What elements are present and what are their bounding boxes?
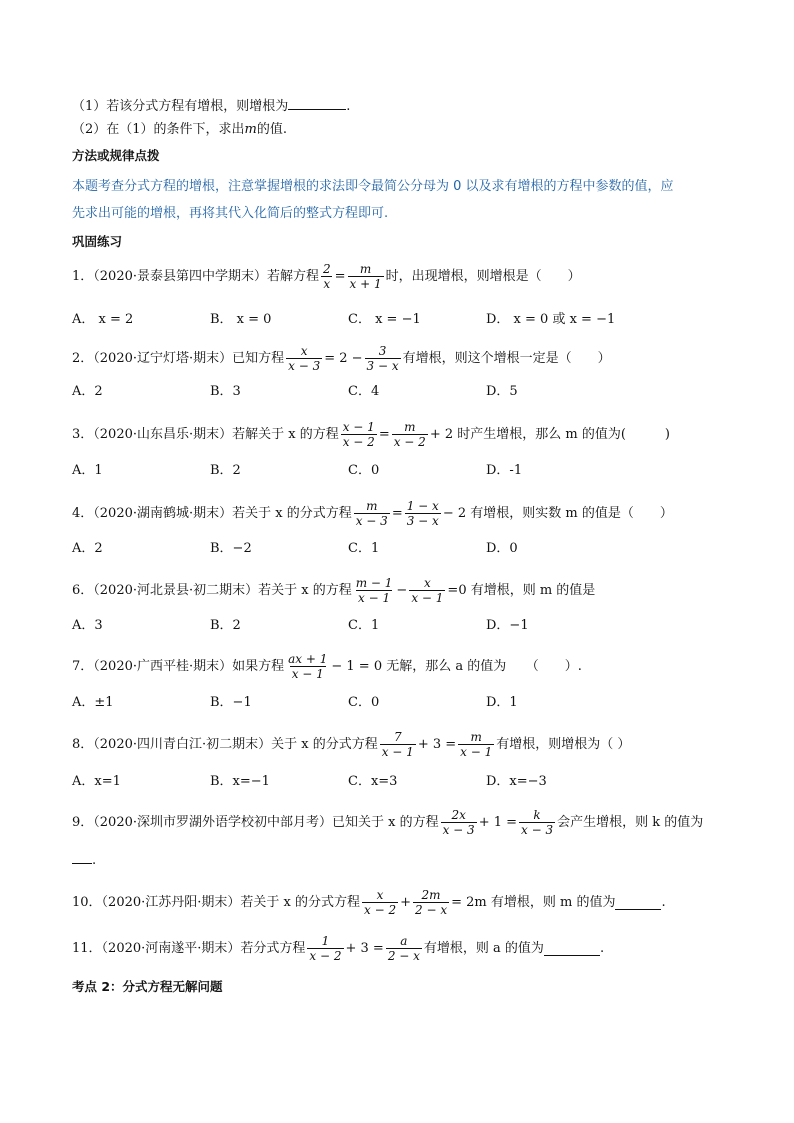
question-9-continuation: . bbox=[72, 850, 96, 870]
fraction: $\frac{x - 1}{x - 2}$ bbox=[342, 420, 375, 449]
option-d: D．-1 bbox=[486, 463, 523, 478]
option-b: B．−2 bbox=[210, 541, 252, 556]
fraction: $\frac{x}{x - 3}$ bbox=[288, 344, 321, 373]
option-d: D． x = 0 或 x = −1 bbox=[486, 312, 616, 327]
question-8: 8．（2020·四川青白江·初二期末）关于 x 的分式方程 $\frac{7}{x - 1}$ + 3 = $\frac{m}{x - 1}$ 有增根，则增根为（ ） bbox=[72, 730, 631, 759]
fraction: $\frac{m}{x - 1}$ bbox=[460, 730, 493, 759]
option-d: D．0 bbox=[486, 541, 518, 556]
practice-heading: 巩固练习 bbox=[72, 234, 123, 249]
option-c: C．1 bbox=[348, 618, 380, 633]
answer-blank bbox=[72, 850, 92, 864]
method-heading: 方法或规律点拨 bbox=[72, 148, 160, 163]
option-a: A．1 bbox=[72, 463, 103, 478]
option-d: D．1 bbox=[486, 695, 518, 710]
question-part-2: （2）在（1）的条件下，求出m的值. bbox=[72, 122, 288, 137]
fraction: $\frac{2m}{2 - x}$ bbox=[415, 888, 448, 917]
question-9: 9．（2020·深圳市罗湖外语学校初中部月考）已知关于 x 的方程 $\frac{2x}{x - 3}$ + 1 = $\frac{k}{x - 3}$ 会产生增根，则 k 的值为 bbox=[72, 808, 704, 837]
option-c: C． x = −1 bbox=[348, 312, 421, 327]
answer-blank bbox=[615, 896, 661, 910]
fraction: $\frac{ax + 1}{x - 1}$ bbox=[288, 652, 328, 681]
option-c: C．0 bbox=[348, 463, 380, 478]
option-a: A．3 bbox=[72, 618, 103, 633]
option-b: B． x = 0 bbox=[210, 312, 272, 327]
method-text-line-2: 先求出可能的增根，再将其代入化简后的整式方程即可. bbox=[72, 206, 389, 221]
option-c: C．1 bbox=[348, 541, 380, 556]
fraction: $\frac{1 - x}{3 - x}$ bbox=[406, 499, 439, 528]
fraction: $\frac{1}{x - 2}$ bbox=[309, 934, 342, 963]
question-6: 6．（2020·河北景县·初二期末）若关于 x 的方程 $\frac{m - 1}{x - 1}$ − $\frac{x}{x - 1}$ =0 有增根，则 m 的值是 bbox=[72, 576, 596, 605]
option-b: B．x=−1 bbox=[210, 774, 270, 789]
option-a: A．x=1 bbox=[72, 774, 121, 789]
option-b: B．−1 bbox=[210, 695, 252, 710]
option-a: A．±1 bbox=[72, 695, 114, 710]
fraction: $\frac{m}{x - 3}$ bbox=[355, 499, 388, 528]
fraction: $\frac{x}{x - 1}$ bbox=[411, 576, 444, 605]
option-c: C．4 bbox=[348, 384, 380, 399]
option-d: D．x=−3 bbox=[486, 774, 547, 789]
option-d: D．5 bbox=[486, 384, 518, 399]
option-d: D．−1 bbox=[486, 618, 529, 633]
question-3: 3．（2020·山东昌乐·期末）若解关于 x 的方程 $\frac{x - 1}{x - 2}$ = $\frac{m}{x - 2}$ + 2 时产生增根，那么 m 的值为( ) bbox=[72, 420, 670, 449]
question-10: 10．（2020·江苏丹阳·期末）若关于 x 的分式方程 $\frac{x}{x - 2}$ + $\frac{2m}{2 - x}$ = 2m 有增根，则 m 的值为 . bbox=[72, 888, 666, 917]
question-4: 4．（2020·湖南鹤城·期末）若关于 x 的分式方程 $\frac{m}{x - 3}$ = $\frac{1 - x}{3 - x}$ − 2 有增根，则实数 m 的值是（ ） bbox=[72, 499, 673, 528]
fraction: $\frac{2}{x}$ bbox=[323, 262, 331, 291]
question-11: 11．（2020·河南遂平·期末）若分式方程 $\frac{1}{x - 2}$ + 3 = $\frac{a}{2 - x}$ 有增根，则 a 的值为 . bbox=[72, 934, 605, 963]
option-a: A．2 bbox=[72, 384, 103, 399]
fraction: $\frac{k}{x - 3}$ bbox=[521, 808, 554, 837]
fraction: $\frac{2x}{x - 3}$ bbox=[442, 808, 475, 837]
fraction: $\frac{3}{3 - x}$ bbox=[366, 344, 399, 373]
fraction: $\frac{x}{x - 2}$ bbox=[364, 888, 397, 917]
option-b: B．3 bbox=[210, 384, 241, 399]
section-heading-next: 考点 2：分式方程无解问题 bbox=[72, 979, 223, 994]
fraction: $\frac{m - 1}{x - 1}$ bbox=[355, 576, 393, 605]
option-c: C．0 bbox=[348, 695, 380, 710]
question-part-1: （1）若该分式方程有增根，则增根为 . bbox=[72, 96, 350, 116]
fraction: $\frac{m}{x - 2}$ bbox=[393, 420, 426, 449]
option-a: A．2 bbox=[72, 541, 103, 556]
method-text-line-1: 本题考查分式方程的增根，注意掌握增根的求法即令最简公分母为 0 以及求有增根的方程中参数的值，应 bbox=[72, 179, 674, 194]
question-2: 2．（2020·辽宁灯塔·期末）已知方程 $\frac{x}{x - 3}$ = 2 − $\frac{3}{3 - x}$ 有增根，则这个增根一定是（ ） bbox=[72, 344, 611, 373]
option-b: B．2 bbox=[210, 463, 241, 478]
option-c: C．x=3 bbox=[348, 774, 398, 789]
fraction: $\frac{a}{2 - x}$ bbox=[387, 934, 420, 963]
answer-blank bbox=[288, 96, 346, 110]
question-1: 1．（2020·景泰县第四中学期末）若解方程 $\frac{2}{x}$ = $\frac{m}{x + 1}$ 时，出现增根，则增根是（ ） bbox=[72, 262, 581, 291]
answer-blank bbox=[544, 942, 600, 956]
option-b: B．2 bbox=[210, 618, 241, 633]
question-7: 7．（2020·广西平桂·期末）如果方程 $\frac{ax + 1}{x - 1}$ − 1 = 0 无解，那么 a 的值为 （ ）. bbox=[72, 652, 582, 681]
fraction: $\frac{7}{x - 1}$ bbox=[381, 730, 414, 759]
fraction: $\frac{m}{x + 1}$ bbox=[349, 262, 382, 291]
option-a: A． x = 2 bbox=[72, 312, 134, 327]
